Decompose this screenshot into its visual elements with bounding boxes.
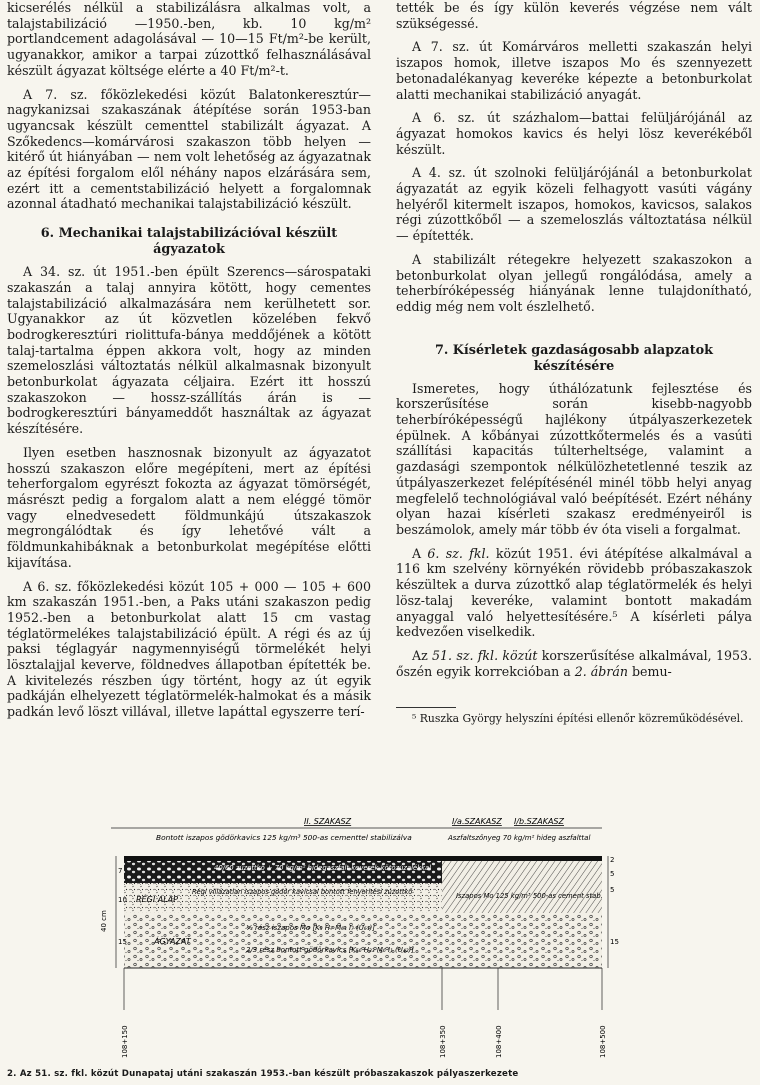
paragraph: A 4. sz. út szolnoki felüljárójánál a betonburkolat ágyazatát az egyik közeli felhagyott vasúti vágány helyéről kitermelt iszapos, homokos, kavicsos, salakos régi zúzottkőből — a szemeloszlás változtatása nélkül — építették.: [396, 165, 752, 244]
dim-5b: 5: [610, 886, 615, 894]
paragraph: Ismeretes, hogy úthálózatunk fejlesztése és korszerűsítése során kisebb-nagyobb teherbíróképességű hajlékony útpályaszerkezetek épülnek. A kőbányai zúzottkőtermelés és a vasúti szállítási kapacitás túlterheltsége, valamint a gazdasági szempontok nélkülözhetetlenné teszik az útpályaszerkezet felépítésénél minél több helyi anyag megfelelő technológiával való beépítését. Ezért néhány olyan hazai kísérleti szakasz eredményeiről is beszámolok, amely már több év óta viseli a forgalmat.: [396, 380, 752, 537]
dim-15: 15: [118, 938, 127, 946]
dim-top-right: 2: [610, 856, 615, 864]
section-label-ia: I/a.SZAKASZ: [452, 817, 502, 826]
paragraph: A 7. sz. főközlekedési közút Balatonkeresztúr—nagykanizsai szakaszának átépítése során 1953-ban ugyancsak készült cementtel stabilizált ágyazat. A Szőkedencs—komárvárosi szakaszon több helyen — kitérő út hiányában — nem volt lehetőség az ágyazatnak az építési forgalom elől néhány napos elzárására sem, ezért itt a cementstabilizáció helyett a forgalomnak azonnal átadható mechanikai talajstabilizáció készült.: [7, 86, 371, 212]
section-label-ii: II. SZAKASZ: [304, 817, 352, 826]
label-regi-alap: RÉGI ALAP: [136, 895, 178, 904]
left-column: [7, 0, 371, 720]
label-iszapos-mo: Iszapos Mo 125 kg/m³ 500-as cement stab.: [456, 892, 603, 900]
dim-15b: 15: [610, 938, 619, 946]
paragraph: A 6. sz. út százhalom—battai felüljárójánál az ágyazat homokos kavics és helyi lösz keverékéből készült.: [396, 110, 752, 157]
dim-total: 40 cm: [100, 910, 108, 932]
dim-5a: 5: [610, 870, 615, 878]
paragraph: Az 51. sz. fkl. közút korszerűsítése alkalmával, 1953. őszén egyik korrekcióban a 2. ábrán bemu-: [396, 647, 752, 679]
paragraph: Ilyen esetben hasznosnak bizonyult az ágyazatot hosszú szakaszon előre megépíteni, mert az építési teherforgalom egyrészt fokozta az ágyazat tömörségét, másrészt pedig a forgalom alatt a nem eléggé tömör vagy elnedvesedett földmunkájú útszakaszok megrongálódtak és így lehetővé vált a földmunkahibáknak a betonburkolat megépítése előtti kijavítása.: [7, 444, 371, 570]
paragraph: tették be és így külön keverés végzése nem vált szükségessé.: [396, 0, 752, 31]
station-label: 108+500: [599, 1025, 607, 1058]
footnote: ⁵ Ruszka György helyszíni építési ellenőr közreműködésével.: [412, 712, 744, 726]
pavement-cross-section-figure: [96, 810, 636, 1068]
paragraph: A 7. sz. út Komárváros melletti szakaszán helyi iszapos homok, illetve iszapos Mo és szennyezett betonadalékanyag keveréke képezte a betonburkolat alatti mechanikai stabilizáció anyagát.: [396, 39, 752, 102]
dim-10: 10: [118, 896, 127, 904]
label-regi: Régi villázatlan iszapos gödör kavicsal bontott fenyeritési zúzottkő: [192, 888, 413, 896]
label-top-right: Aszfaltszőnyeg 70 kg/m² hideg aszfalttal: [448, 834, 591, 842]
label-mix1: ⅓ rész iszapos Mo [K₅ H₇ M₆₁ I₇ (U₆₁)]: [246, 924, 375, 932]
paragraph: kicserélés nélkül a stabilizálásra alkalmas volt, a talajstabilizáció —1950.-ben, kb. 10 kg/m² portlandcement adagolásával — 10—15 Ft/m²-be került, ugyanakkor, amikor a tarpai zúzottkő felhasználásával készült ágyazat költsége elérte a 40 Ft/m²-t.: [7, 0, 371, 78]
station-label: 108+150: [121, 1025, 129, 1058]
section-heading-6: 6. Mechanikai talajstabilizációval készült ágyazatok: [40, 226, 338, 258]
section-label-ib: I/b.SZAKASZ: [514, 817, 564, 826]
dim-left: 7: [118, 867, 123, 875]
agyazat-layer: [124, 913, 602, 968]
figure-caption: 2. Az 51. sz. fkl. közút Dunapataj utáni szakaszán 1953.-ban készült próbaszakaszok pályaszerkezete: [7, 1069, 519, 1079]
right-column: [396, 0, 752, 726]
label-mix2: 2/3 rész bontott gödörkavics [K₅₆ H₃₃ M₆ I₁ (U₄₂)]: [246, 946, 414, 954]
section-heading-7: 7. Kísérletek gazdaságosabb alapzatok készítésére: [434, 342, 714, 374]
station-label: 108+350: [439, 1025, 447, 1058]
paragraph: A 6. sz. főközlekedési közút 105 + 000 — 105 + 600 km szakaszán 1951.-ben, a Paks utáni szakaszon pedig 1952.-ben a betonburkolat alatt 15 cm vastag téglatörmelékes talajstabilizáció épült. A régi és az új paksi téglagyár nagymennyiségű törmelékét helyi lösztalajjal keverve, földnedves állapotban építették be. A kivitelezés részben úgy történt, hogy az út egyik padkáján elhelyezett téglatörmelék-halmokat és a másik padkán levő löszt villával, illetve lapáttal egyszerre terí-: [7, 578, 371, 720]
paragraph: A stabilizált rétegekre helyezett szakaszokon a betonburkolat olyan jellegű rongálódása, amely a teherbíróképesség hiányának lenne tulajdonítható, eddig még nem volt észlelhető.: [396, 251, 752, 314]
paragraph: A 6. sz. fkl. közút 1951. évi átépítése alkalmával a 116 km szelvény környékén rövidebb próbaszakaszok készültek a durva zúzottkő alap téglatörmelék és helyi lösz-talaj keveréke, valamint bontott makadám anyaggal való helyettesítésére.⁵ A kísérleti pálya kedvezően viselkedik.: [396, 545, 752, 640]
paragraph: A 34. sz. út 1951.-ben épült Szerencs—sárospataki szakaszán a talaj annyira kötött, hogy cementes talajstabilizáció alkalmazására nem kerülhetett sor. Ugyanakkor az út közvetlen közelében fekvő bodrogkeresztúri riolittufa-bánya meddőjének a kötött talaj-tartalma éppen akkora volt, hogy az minden szemeloszlási változtatás nélkül alkalmasnak bizonyult betonburkolat ágyazata céljaira. Ezért itt hosszú szakaszokon — hossz-szállítás árán is — bodrogkeresztúri bányameddőt használtak az ágyazat készítésére.: [7, 264, 371, 437]
cement-stab-layer-top: [442, 861, 602, 883]
label-top-left: Bontott iszapos gödörkavics 125 kg/m³ 500-as cementtel stabilizálva: [156, 833, 412, 842]
asphalt-layer: [124, 856, 602, 861]
label-agyazat: ÁGYAZAT: [154, 937, 191, 946]
label-40-60: 40/60 zúzottkő + 70 kg/m² hidegaszfalt keverék kötőzúzalékkal: [214, 864, 432, 872]
station-label: 108+400: [495, 1025, 503, 1058]
